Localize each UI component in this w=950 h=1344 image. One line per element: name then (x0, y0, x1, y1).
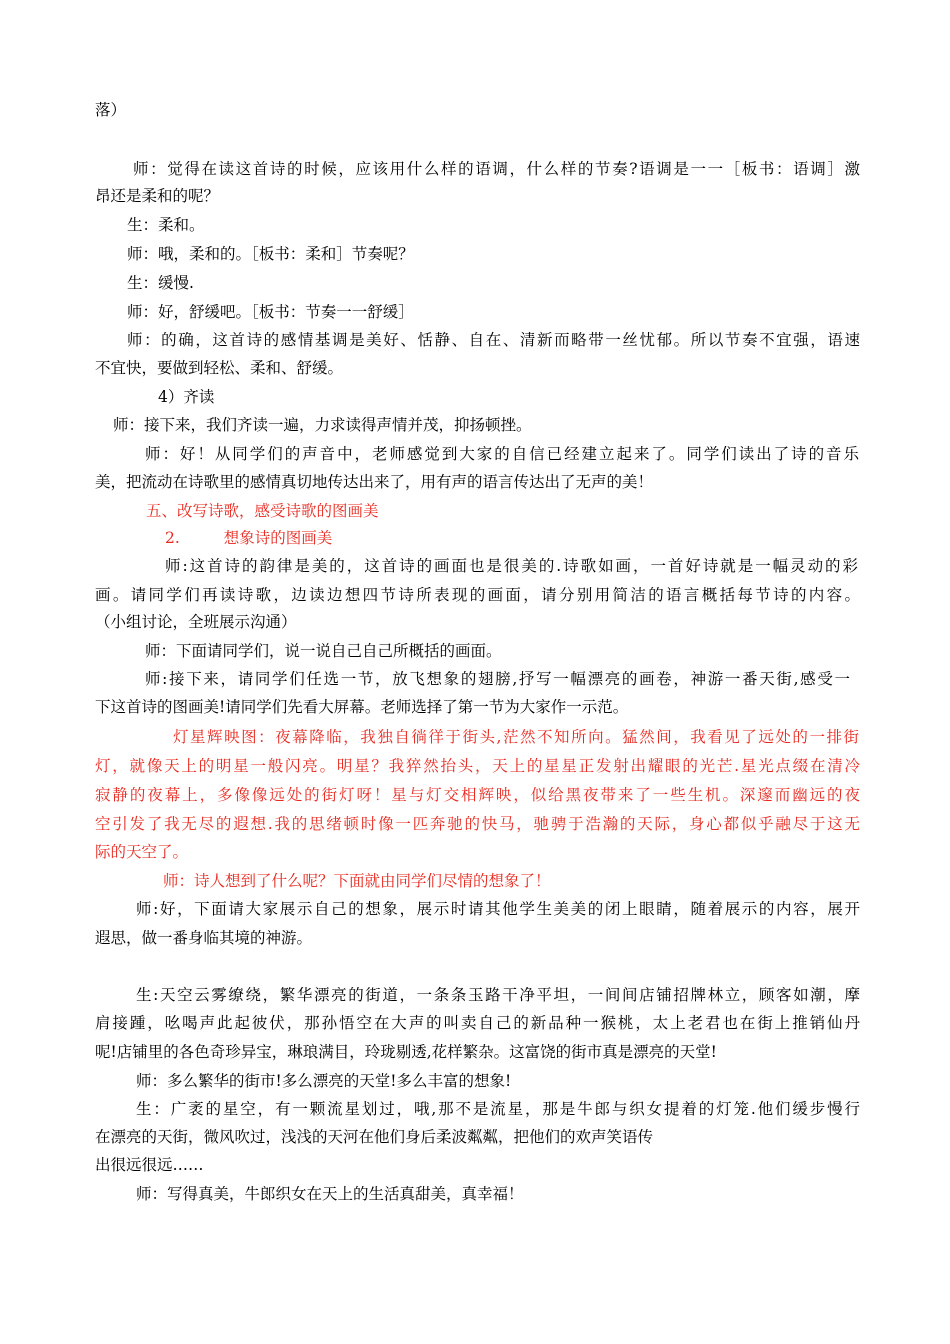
text-line: 昂还是柔和的呢？ (95, 187, 220, 205)
text-line: 生：广袤的星空，有一颗流星划过，哦,那不是流星，那是牛郎与织女提着的灯笼.他们缓步慢行 (136, 1100, 860, 1118)
section-heading: 五、改写诗歌，感受诗歌的图画美 (146, 502, 379, 520)
text-line: 师：觉得在读这首诗的时候，应该用什么样的语调，什么样的节奏?语调是一一［板书：语调］激 (133, 160, 860, 178)
subsection-heading (165, 528, 332, 548)
text-line: 落） (95, 101, 127, 119)
text-line: 师：哦，柔和的。［板书：柔和］节奏呢？ (127, 245, 414, 263)
example-text-line: 寂静的夜幕上，多像像远处的街灯呀！星与灯交相辉映，似给黑夜带来了一些生机。深邃而幽远的夜 (95, 786, 860, 804)
text-line: 美，把流动在诗歌里的感情真切地传达出来了，用有声的语言传达出了无声的美！ (95, 473, 654, 491)
example-text-line: 际的天空了。 (95, 843, 189, 861)
text-line: （小组讨论，全班展示沟通） (95, 613, 297, 631)
text-line: 师：接下来，我们齐读一遍，力求读得声情并茂，抑扬顿挫。 (113, 416, 532, 434)
text-line: 生：缓慢. (127, 274, 194, 292)
text-line: 生:天空云雾缭绕，繁华漂亮的街道，一条条玉路干净平坦，一间间店铺招牌林立，顾客如潮，摩 (136, 986, 860, 1004)
list-item: 4）齐读 (158, 388, 215, 406)
text-line: 出很远很远…… (95, 1156, 204, 1174)
text-line: 在漂亮的天街，微风吹过，浅浅的天河在他们身后柔波粼粼，把他们的欢声笑语传 (95, 1128, 654, 1146)
text-line: 生：柔和。 (127, 216, 205, 234)
text-line: 呢!店铺里的各色奇珍异宝，琳琅满目，玲珑剔透,花样繁杂。这富饶的街市真是漂亮的天堂! (95, 1043, 717, 1061)
text-line: 师:这首诗的韵律是美的，这首诗的画面也是很美的.诗歌如画，一首好诗就是一幅灵动的彩 (165, 557, 858, 575)
text-line: 遐思，做一番身临其境的神游。 (95, 929, 313, 947)
text-line: 师:好，下面请大家展示自己的想象，展示时请其他学生美美的闭上眼睛，随着展示的内容，展开 (136, 900, 860, 918)
text-line: 画。请同学们再读诗歌，边读边想四节诗所表现的画面，请分别用简洁的语言概括每节诗的内容。 (95, 586, 860, 604)
text-line: 肩接踵，吆喝声此起彼伏，那孙悟空在大声的叫卖自己的新品种一猴桃，太上老君也在街上推销仙丹 (95, 1014, 860, 1032)
text-line: 下这首诗的图画美!请同学们先看大屏幕。老师选择了第一节为大家作一示范。 (95, 698, 629, 716)
text-line: 师：的确，这首诗的感情基调是美好、恬静、自在、清新而略带一丝忧郁。所以节奏不宜强，语速 (127, 331, 860, 349)
example-text-line: 灯，就像天上的明星一般闪亮。明星？我猝然抬头，天上的星星正发射出耀眼的光芒.星光点缀在清冷 (95, 757, 860, 775)
text-line: 师：多么繁华的街市!多么漂亮的天堂!多么丰富的想象! (136, 1072, 512, 1090)
subsection-title: 想象诗的图画美 (223, 529, 333, 547)
text-line: 不宜快，要做到轻松、柔和、舒缓。 (95, 359, 344, 377)
highlighted-text-line: 师：诗人想到了什么呢？下面就由同学们尽情的想象了！ (163, 872, 551, 890)
text-line: 师：写得真美，牛郎织女在天上的生活真甜美，真幸福！ (136, 1185, 524, 1203)
text-line: 师：下面请同学们，说一说自己自己所概括的画面。 (145, 642, 502, 660)
text-line: 师：好！从同学们的声音中，老师感觉到大家的自信已经建立起来了。同学们读出了诗的音乐 (145, 445, 859, 463)
subsection-number: 2. (165, 529, 180, 547)
example-text-line: 空引发了我无尽的遐想.我的思绪顿时像一匹奔驰的快马，驰骋于浩瀚的天际，身心都似乎融尽于这无 (95, 815, 860, 833)
text-line: 师：好，舒缓吧。［板书：节奏一一舒缓］ (127, 303, 414, 321)
example-text-line: 灯星辉映图：夜幕降临，我独自徜徉于街头,茫然不知所向。猛然间，我看见了远处的一排街 (173, 728, 859, 746)
text-line: 师:接下来，请同学们任选一节，放飞想象的翅膀,抒写一幅漂亮的画卷，神游一番天街,感受一 (145, 670, 850, 688)
